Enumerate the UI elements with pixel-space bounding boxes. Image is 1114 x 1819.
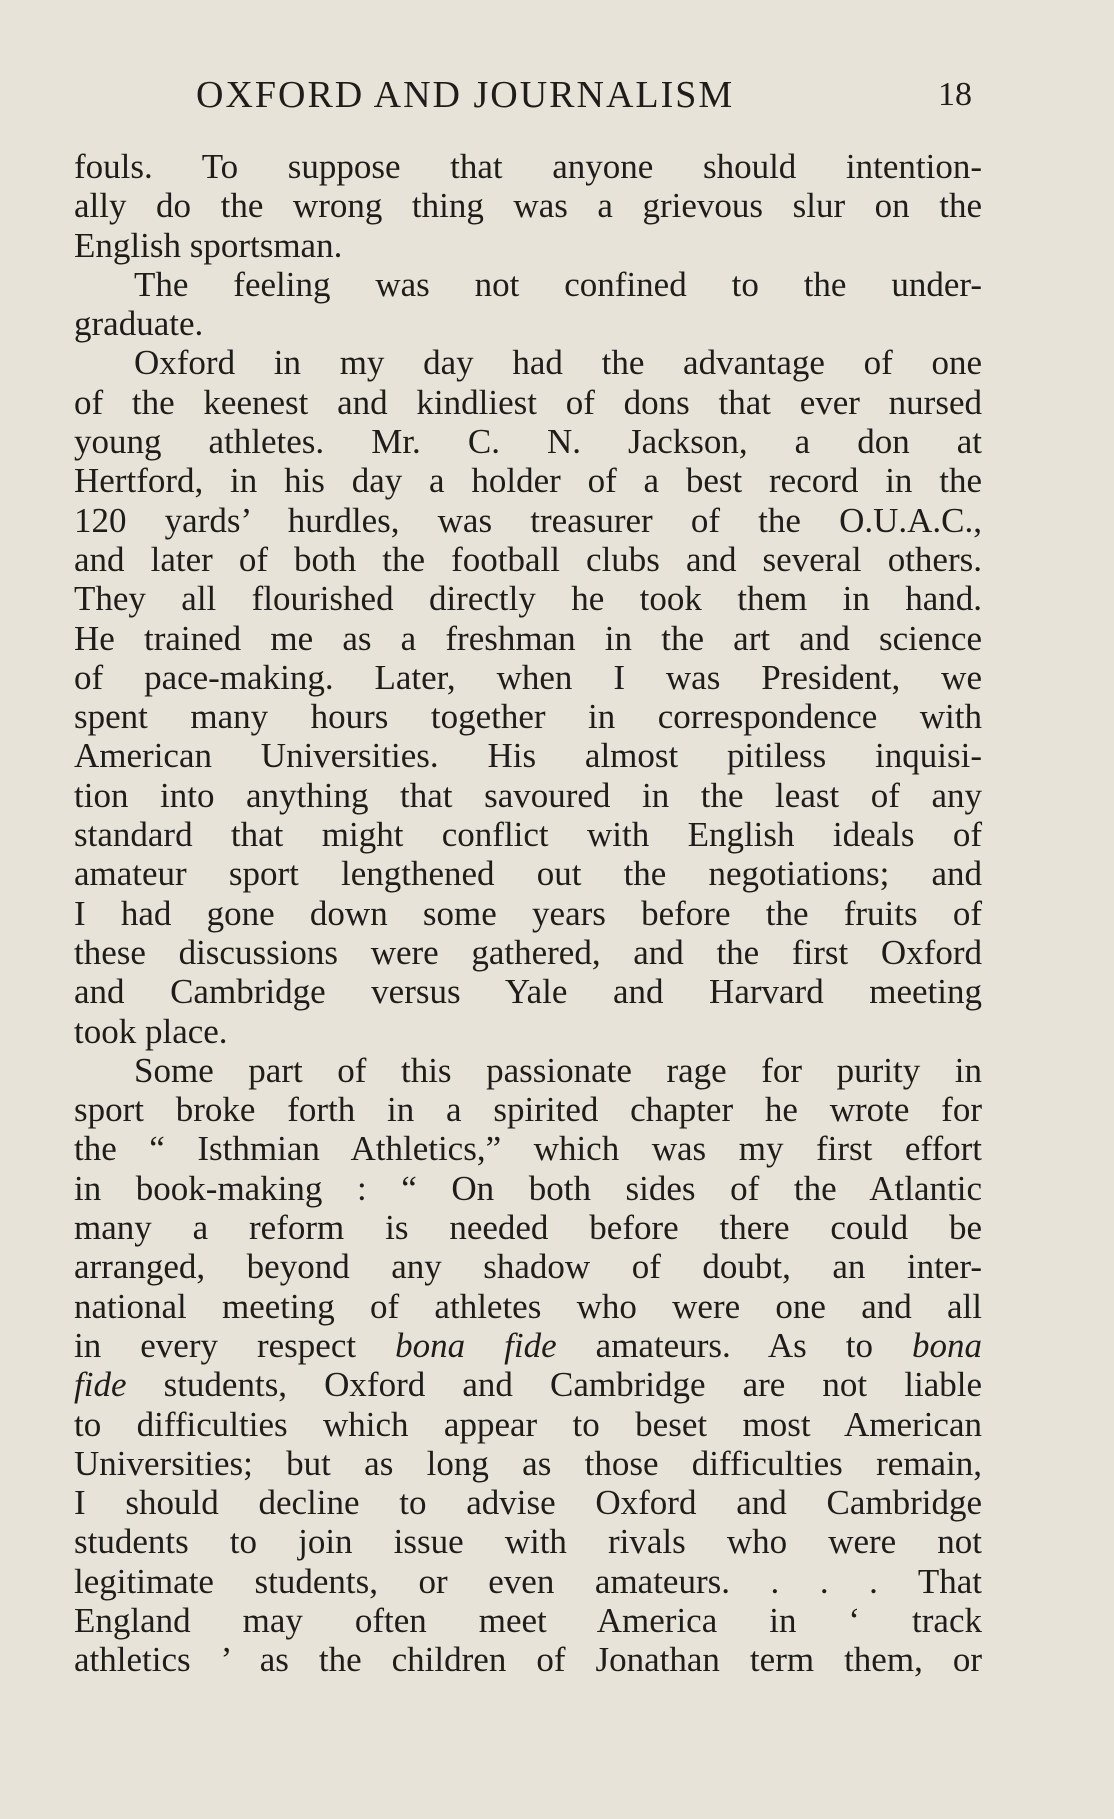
- text-line: Some part of this passionate rage for purity in: [134, 1050, 982, 1090]
- text-line: many a reform is needed before there could be: [74, 1208, 982, 1248]
- text-line: in every respect bona fide amateurs. As to bona: [74, 1325, 982, 1365]
- text-line: tion into anything that savoured in the least of any: [74, 775, 982, 815]
- text-line: fide students, Oxford and Cambridge are not liable: [74, 1365, 982, 1405]
- text-line: I had gone down some years before the fruits of: [74, 893, 982, 933]
- text-line: took place.: [74, 1011, 228, 1051]
- text-line: standard that might conflict with English ideals of: [74, 815, 982, 855]
- text-line: graduate.: [74, 304, 204, 344]
- text-line: I should decline to advise Oxford and Cambridge: [74, 1483, 982, 1523]
- text-line: 120 yards’ hurdles, was treasurer of the O.U.A.C.,: [74, 500, 982, 540]
- text-line: young athletes. Mr. C. N. Jackson, a don at: [74, 422, 982, 462]
- text-line: of the keenest and kindliest of dons that ever nursed: [74, 382, 982, 422]
- text-line: fouls. To suppose that anyone should intention-: [74, 147, 982, 186]
- text-line: to difficulties which appear to beset most American: [74, 1404, 982, 1444]
- text-line: amateur sport lengthened out the negotiations; and: [74, 854, 982, 894]
- text-line: these discussions were gathered, and the first Oxford: [74, 932, 982, 972]
- body-text: [74, 147, 982, 1680]
- text-line: of pace-making. Later, when I was President, we: [74, 657, 982, 697]
- text-line: English sportsman.: [74, 225, 343, 265]
- text-line: and later of both the football clubs and several others.: [74, 539, 982, 579]
- running-head-title: OXFORD AND JOURNALISM: [196, 74, 735, 116]
- text-line: students to join issue with rivals who were not: [74, 1522, 982, 1562]
- text-line: legitimate students, or even amateurs. . . . That: [74, 1561, 982, 1601]
- page-number: 18: [938, 76, 972, 113]
- text-line: spent many hours together in correspondence with: [74, 697, 982, 737]
- running-head: [196, 70, 976, 120]
- text-line: national meeting of athletes who were one and all: [74, 1286, 982, 1326]
- text-line: England may often meet America in ‘ track: [74, 1600, 982, 1640]
- text-line: ally do the wrong thing was a grievous slur on the: [74, 186, 982, 226]
- text-line: in book-making : “ On both sides of the Atlantic: [74, 1168, 982, 1208]
- text-line: arranged, beyond any shadow of doubt, an inter-: [74, 1247, 982, 1287]
- text-line: The feeling was not confined to the under-: [134, 264, 982, 304]
- text-line: athletics ’ as the children of Jonathan term them, or: [74, 1640, 982, 1680]
- text-line: They all flourished directly he took them in hand.: [74, 579, 982, 619]
- text-line: and Cambridge versus Yale and Harvard meeting: [74, 972, 982, 1012]
- text-line: Universities; but as long as those difficulties remain,: [74, 1443, 982, 1483]
- text-line: Oxford in my day had the advantage of one: [134, 343, 982, 383]
- text-line: He trained me as a freshman in the art and science: [74, 618, 982, 658]
- text-line: sport broke forth in a spirited chapter he wrote for: [74, 1090, 982, 1130]
- text-line: American Universities. His almost pitiless inquisi-: [74, 736, 982, 776]
- text-line: Hertford, in his day a holder of a best record in the: [74, 461, 982, 501]
- text-line: the “ Isthmian Athletics,” which was my first effort: [74, 1129, 982, 1169]
